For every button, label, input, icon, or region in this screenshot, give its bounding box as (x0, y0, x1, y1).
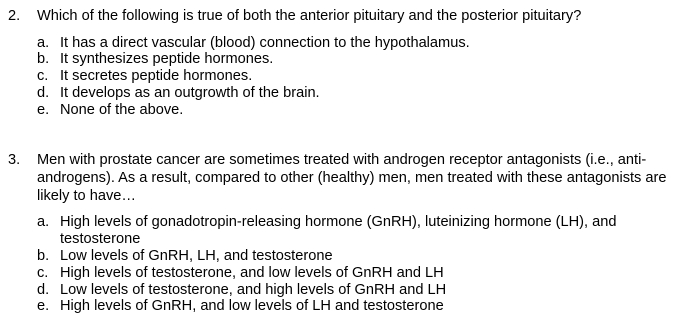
question-stem (8, 8, 678, 26)
question-stem (8, 152, 678, 205)
option-letter: a. (37, 34, 50, 51)
answer-option-d (37, 85, 678, 102)
question-2 (8, 8, 678, 118)
answer-option-b (37, 51, 678, 68)
question-text: Which of the following is true of both the anterior pituitary and the posterior pituitary? (37, 8, 582, 24)
option-text: It secretes peptide hormones. (60, 68, 253, 85)
question-number: 2. (8, 8, 21, 24)
option-letter: e. (37, 298, 50, 315)
answer-options (37, 35, 678, 119)
option-letter: c. (37, 264, 49, 281)
option-letter: d. (37, 281, 50, 298)
option-text: It develops as an outgrowth of the brain. (60, 84, 320, 101)
answer-option-a (37, 214, 678, 248)
question-number: 3. (8, 152, 21, 168)
option-text: It synthesizes peptide hormones. (60, 51, 274, 68)
answer-options (37, 214, 678, 315)
answer-option-d (37, 282, 678, 299)
option-text: Low levels of GnRH, LH, and testosterone (60, 247, 333, 264)
option-text: None of the above. (60, 101, 184, 118)
answer-option-b (37, 248, 678, 265)
option-text: Low levels of testosterone, and high levels of GnRH and LH (60, 281, 447, 298)
option-text: High levels of GnRH, and low levels of LH and testosterone (60, 298, 444, 315)
option-text: It has a direct vascular (blood) connection to the hypothalamus. (60, 34, 470, 51)
option-letter: b. (37, 247, 50, 264)
answer-option-a (37, 35, 678, 52)
option-text: High levels of gonadotropin-releasing hormone (GnRH), luteinizing hormone (LH), and testosterone (60, 214, 617, 248)
option-text: High levels of testosterone, and low levels of GnRH and LH (60, 264, 444, 281)
answer-option-e (37, 298, 678, 315)
answer-option-c (37, 265, 678, 282)
answer-option-c (37, 68, 678, 85)
answer-option-e (37, 102, 678, 119)
question-3 (8, 152, 678, 315)
option-letter: a. (37, 214, 50, 231)
option-letter: d. (37, 84, 50, 101)
option-letter: b. (37, 51, 50, 68)
option-letter: e. (37, 101, 50, 118)
option-letter: c. (37, 68, 49, 85)
question-text: Men with prostate cancer are sometimes treated with androgen receptor antagonists (i.e., anti-androgens). As a result, compared to other (healthy) men, men treated with these antagonists are likely to have… (37, 152, 667, 204)
